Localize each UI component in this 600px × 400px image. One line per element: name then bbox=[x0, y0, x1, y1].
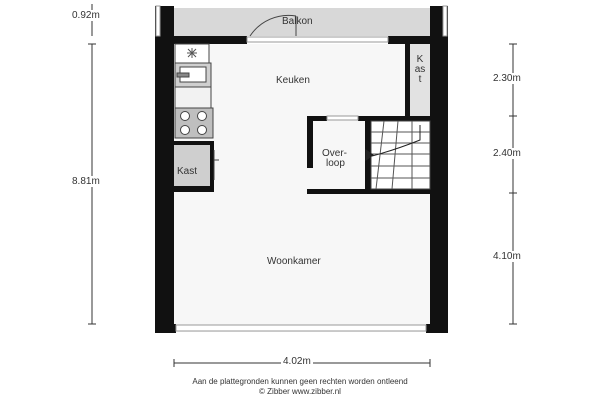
room-label-balkon: Balkon bbox=[282, 16, 313, 27]
wall-overloop-left-top bbox=[307, 116, 313, 168]
wall-overloop-top-a bbox=[307, 116, 327, 121]
counter-plain bbox=[175, 87, 211, 108]
footer-disclaimer: Aan de plattegronden kunnen geen rechten worden ontleend bbox=[192, 377, 408, 386]
wall-kast-left-bottom bbox=[174, 186, 214, 192]
room-label-kast-right: Kast bbox=[414, 54, 426, 85]
fan-blades-icon bbox=[187, 48, 197, 58]
dim-label-left-top: 0.92m bbox=[72, 10, 100, 21]
dim-label-bottom: 4.02m bbox=[283, 356, 311, 367]
wall-kast-left-side bbox=[210, 141, 214, 192]
dim-label-left-main: 8.81m bbox=[72, 176, 100, 187]
room-label-keuken: Keuken bbox=[276, 75, 310, 86]
stove-icon bbox=[175, 108, 213, 138]
dim-label-right-2: 2.40m bbox=[493, 148, 521, 159]
wall-right-main bbox=[430, 44, 448, 332]
wall-overloop-bottom bbox=[307, 189, 430, 194]
window-bottom bbox=[176, 325, 426, 331]
window-right-top bbox=[443, 6, 447, 36]
room-label-woonkamer: Woonkamer bbox=[267, 256, 321, 267]
wall-kast-left-top bbox=[174, 141, 214, 145]
staircase bbox=[366, 121, 430, 189]
room-label-overloop-1: Over- bbox=[322, 148, 347, 159]
wall-left-main bbox=[155, 44, 174, 332]
wall-top-right bbox=[388, 36, 430, 44]
footer-copyright: © Zibber www.zibber.nl bbox=[259, 387, 341, 396]
room-label-kast-left: Kast bbox=[177, 166, 198, 177]
wall-bottom-left bbox=[155, 324, 176, 333]
wall-top-left bbox=[174, 36, 247, 44]
window-left-top bbox=[156, 6, 160, 36]
dim-label-right-1: 2.30m bbox=[493, 73, 521, 84]
window-top bbox=[247, 37, 388, 42]
window-overloop bbox=[327, 116, 358, 120]
dim-label-right-3: 4.10m bbox=[493, 251, 521, 262]
wall-bottom-right bbox=[426, 324, 448, 333]
wall-kast-right bbox=[405, 44, 410, 120]
kitchen-counter bbox=[175, 44, 213, 138]
room-label-overloop-2: loop bbox=[326, 158, 345, 169]
